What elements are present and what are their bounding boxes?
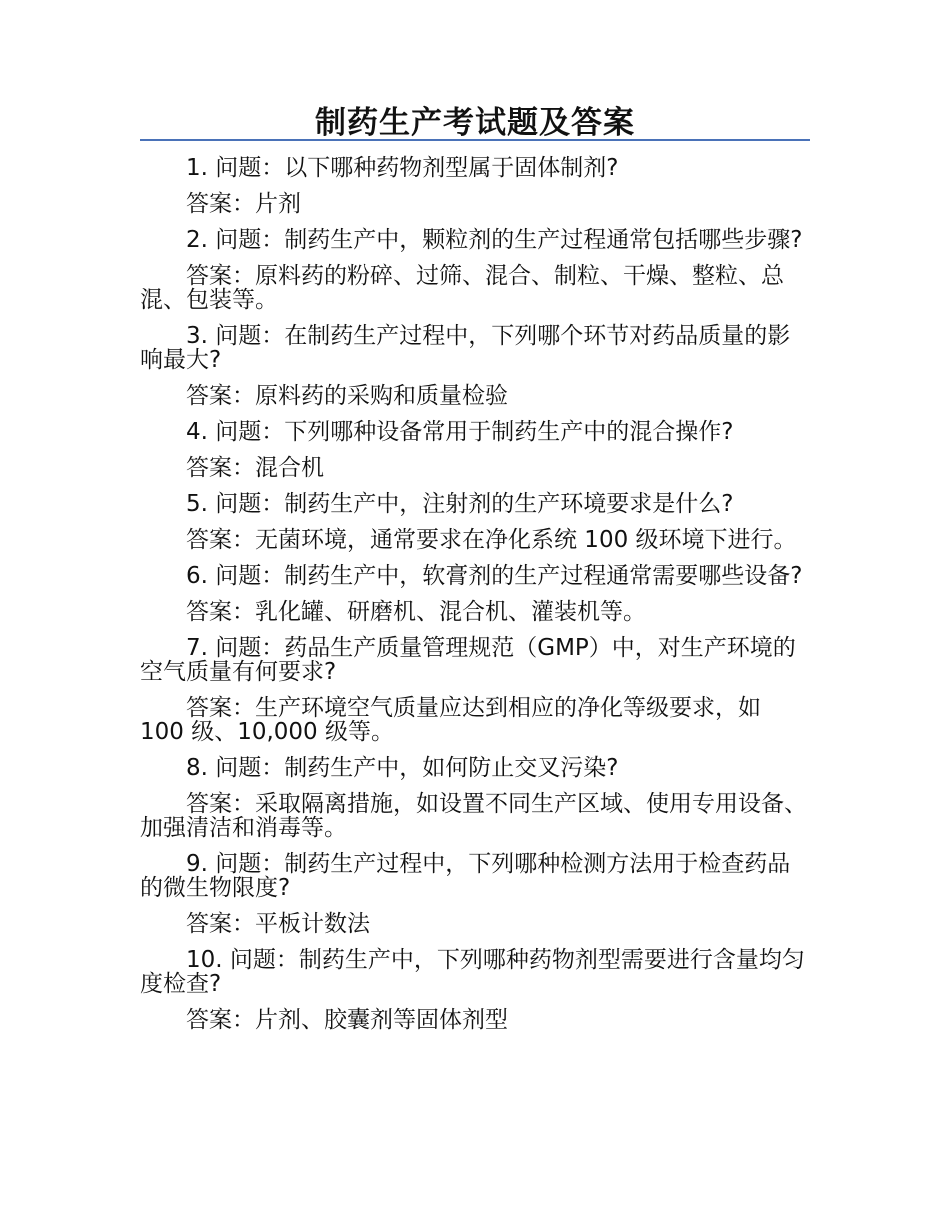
answer-4: 答案：混合机 — [186, 455, 324, 481]
question-6: 6. 问题：制药生产中，软膏剂的生产过程通常需要哪些设备? — [186, 563, 803, 589]
question-1: 1. 问题：以下哪种药物剂型属于固体制剂? — [186, 155, 619, 181]
question-10: 10. 问题：制药生产中，下列哪种药物剂型需要进行含量均匀度检查? — [140, 947, 805, 997]
answer-8: 答案：采取隔离措施，如设置不同生产区域、使用专用设备、加强清洁和消毒等。 — [140, 791, 807, 841]
answer-7: 答案：生产环境空气质量应达到相应的净化等级要求，如 100 级、10,000 级等。 — [140, 695, 761, 745]
question-4: 4. 问题：下列哪种设备常用于制药生产中的混合操作? — [186, 419, 734, 445]
title-underline — [140, 139, 810, 141]
question-5: 5. 问题：制药生产中，注射剂的生产环境要求是什么? — [186, 491, 734, 517]
answer-1: 答案：片剂 — [186, 191, 301, 217]
question-9: 9. 问题：制药生产过程中，下列哪种检测方法用于检查药品的微生物限度? — [140, 851, 791, 901]
question-3: 3. 问题：在制药生产过程中，下列哪个环节对药品质量的影响最大? — [140, 323, 791, 373]
answer-9: 答案：平板计数法 — [186, 911, 370, 937]
answer-3: 答案：原料药的采购和质量检验 — [186, 383, 508, 409]
answer-10: 答案：片剂、胶囊剂等固体剂型 — [186, 1007, 508, 1033]
answer-6: 答案：乳化罐、研磨机、混合机、灌装机等。 — [186, 599, 646, 625]
document-title: 制药生产考试题及答案 — [315, 105, 635, 141]
document-body — [140, 156, 810, 1044]
question-7: 7. 问题：药品生产质量管理规范（GMP）中，对生产环境的空气质量有何要求? — [140, 635, 796, 685]
answer-5: 答案：无菌环境，通常要求在净化系统 100 级环境下进行。 — [186, 527, 797, 553]
answer-2: 答案：原料药的粉碎、过筛、混合、制粒、干燥、整粒、总混、包装等。 — [140, 263, 784, 313]
question-2: 2. 问题：制药生产中，颗粒剂的生产过程通常包括哪些步骤? — [186, 227, 803, 253]
question-8: 8. 问题：制药生产中，如何防止交叉污染? — [186, 755, 619, 781]
